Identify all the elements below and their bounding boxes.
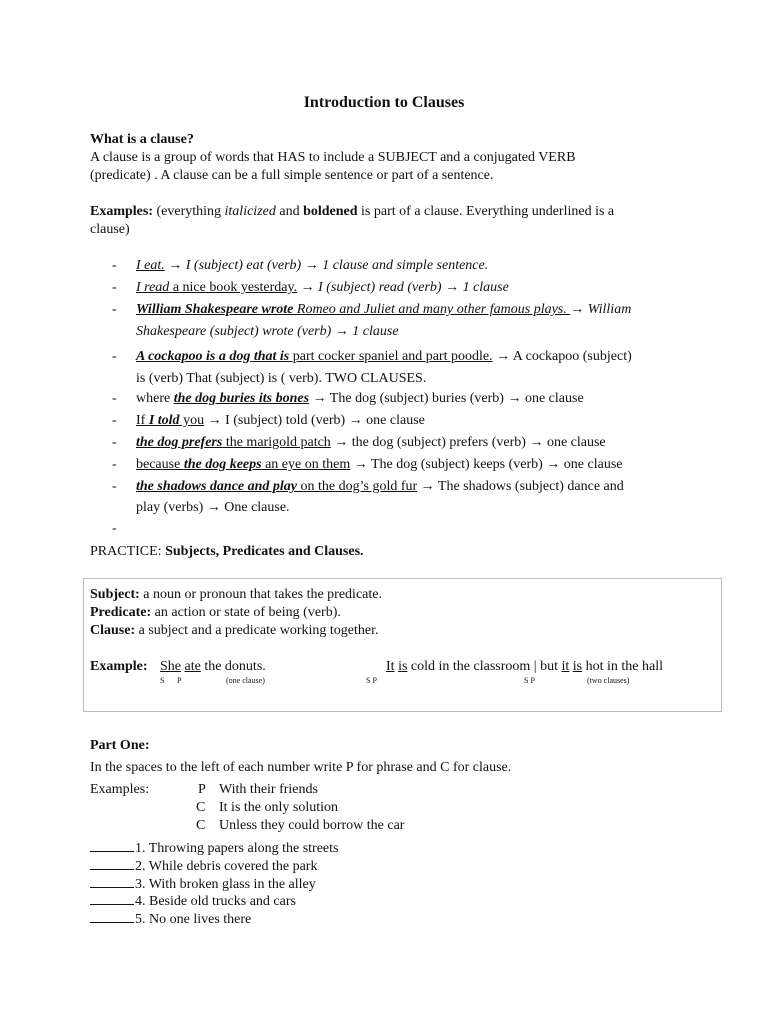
answer-blank[interactable]	[90, 910, 134, 923]
examples-intro	[90, 204, 614, 220]
examples-text: is part of a clause. Everything underlined is a	[357, 204, 615, 219]
clause-text: the dog prefers	[136, 435, 223, 450]
explanation: Shakespeare (subject) wrote (verb) → 1 clause	[136, 324, 399, 339]
clause-rest: part cocker spaniel and part poodle.	[289, 349, 493, 364]
explanation: is (verb) That (subject) is ( verb). TWO CLAUSES.	[136, 371, 427, 386]
clause-rest: an eye on them	[261, 457, 351, 472]
bullet-dash: -	[112, 280, 117, 295]
exercise-item	[90, 875, 316, 893]
practice-label: PRACTICE:	[90, 544, 166, 559]
practice-heading	[90, 544, 364, 560]
part-one-examples-label: Examples:	[90, 782, 150, 797]
sp-mark-1: S P	[366, 676, 377, 685]
subject-definition	[90, 587, 382, 603]
clause-lead: where	[136, 391, 174, 406]
clause-text: I eat.	[136, 258, 165, 273]
predicate-definition	[90, 605, 341, 621]
clause-text: the dog buries its bones	[173, 391, 310, 406]
exercise-item	[90, 910, 251, 928]
explanation: → I (subject) told (verb) → one clause	[204, 413, 425, 428]
exercise-text: 4. Beside old trucks and cars	[135, 894, 296, 909]
practice-title: Subjects, Predicates and Clauses.	[165, 544, 364, 559]
exercise-text: 5. No one lives there	[135, 912, 252, 927]
example-item-text: Unless they could borrow the car	[219, 818, 405, 833]
bullet-dash: -	[112, 413, 117, 428]
examples-intro-line-2: clause)	[90, 222, 130, 237]
predicate-text: an action or state of being (verb).	[151, 605, 341, 620]
clause-text: William Shakespeare wrote	[136, 302, 294, 317]
subject-label: Subject:	[90, 587, 140, 602]
subject-text: a noun or pronoun that takes the predicate.	[139, 587, 382, 602]
predicate-label: Predicate:	[90, 605, 152, 620]
example-subject: She	[160, 659, 181, 674]
clause-lead: because	[136, 457, 184, 472]
clause-text: the shadows dance and play	[136, 479, 298, 494]
explanation: play (verbs) → One clause.	[136, 500, 290, 515]
example-one-note: (one clause)	[226, 676, 265, 685]
what-line-1: A clause is a group of words that HAS to include a SUBJECT and a conjugated VERB	[90, 150, 576, 165]
clause-definition	[90, 623, 378, 639]
what-line-2: (predicate) . A clause can be a full simple sentence or part of a sentence.	[90, 168, 494, 183]
examples-text: and	[275, 204, 304, 219]
example-one	[160, 659, 266, 675]
example-item-mark: P	[198, 782, 206, 797]
boldened-word: boldened	[303, 204, 358, 219]
clause-text: A cockapoo is a dog	[136, 349, 251, 364]
example-predicate: ate	[184, 659, 201, 674]
examples-label: Examples:	[90, 204, 153, 219]
exercise-item	[90, 892, 296, 910]
answer-blank[interactable]	[90, 875, 134, 888]
bullet-dash: -	[112, 391, 117, 406]
exercise-item	[90, 839, 338, 857]
exercise-text: 2. While debris covered the park	[135, 859, 318, 874]
clause-text: a subject and a predicate working together.	[135, 623, 379, 638]
example-label: Example:	[90, 659, 148, 674]
answer-blank[interactable]	[90, 892, 134, 905]
exercise-text: 1. Throwing papers along the streets	[135, 841, 339, 856]
explanation: → A cockapoo (subject)	[492, 349, 632, 364]
part-one-instructions: In the spaces to the left of each number write P for phrase and C for clause.	[90, 760, 512, 775]
example-rest: the donuts.	[200, 659, 266, 674]
example-middle: cold in the classroom | but	[407, 659, 562, 674]
explanation: → the dog (subject) prefers (verb) → one clause	[330, 435, 606, 450]
explanation: → The dog (subject) buries (verb) → one clause	[309, 391, 584, 406]
bullet-dash: -	[112, 349, 117, 364]
part-one-heading: Part One:	[90, 738, 150, 753]
bullet-dash: -	[112, 258, 117, 273]
page-title: Introduction to Clauses	[303, 94, 465, 111]
clause-text: that is	[253, 349, 290, 364]
example-predicate-2: is	[572, 659, 583, 674]
explanation: → The shadows (subject) dance and	[417, 479, 624, 494]
bullet-dash: -	[112, 457, 117, 472]
explanation: → I (subject) read (verb) → 1 clause	[297, 280, 509, 295]
exercise-text: 3. With broken glass in the alley	[135, 877, 316, 892]
subject-mark: S	[160, 676, 165, 685]
example-rest: hot in the hall	[582, 659, 663, 674]
clause-text: I told	[148, 413, 180, 428]
clause-label: Clause:	[90, 623, 136, 638]
clause-text: I read	[136, 280, 170, 295]
bullet-dash: -	[112, 521, 117, 536]
bullet-dash: -	[112, 479, 117, 494]
exercise-item	[90, 857, 317, 875]
example-item-mark: C	[196, 818, 206, 833]
predicate-mark: P	[177, 676, 182, 685]
examples-text: (everything	[153, 204, 225, 219]
clause-lead: If	[136, 413, 149, 428]
clause-rest: on the dog’s gold fur	[297, 479, 418, 494]
example-item-text: It is the only solution	[219, 800, 338, 815]
clause-text: the dog keeps	[183, 457, 262, 472]
clause-rest: the marigold patch	[222, 435, 331, 450]
bullet-dash: -	[112, 435, 117, 450]
example-predicate: is	[398, 659, 408, 674]
example-subject-2: it	[561, 659, 570, 674]
example-item-mark: C	[196, 800, 206, 815]
example-two	[386, 659, 663, 675]
clause-rest: a nice book yesterday.	[169, 280, 298, 295]
explanation: → The dog (subject) keeps (verb) → one clause	[350, 457, 623, 472]
italicized-word: italicized	[224, 204, 276, 219]
what-heading: What is a clause?	[90, 132, 194, 147]
answer-blank[interactable]	[90, 839, 134, 852]
explanation: → William	[570, 302, 632, 317]
example-two-note: (two clauses)	[587, 676, 630, 685]
example-item-text: With their friends	[219, 782, 318, 797]
example-subject: It	[386, 659, 395, 674]
bullet-dash: -	[112, 302, 117, 317]
sp-mark-2: S P	[524, 676, 535, 685]
answer-blank[interactable]	[90, 857, 134, 870]
clause-rest: you	[179, 413, 205, 428]
explanation: → I (subject) eat (verb) → 1 clause and simple sentence.	[164, 258, 489, 273]
clause-rest: Romeo and Juliet and many other famous plays.	[293, 302, 571, 317]
